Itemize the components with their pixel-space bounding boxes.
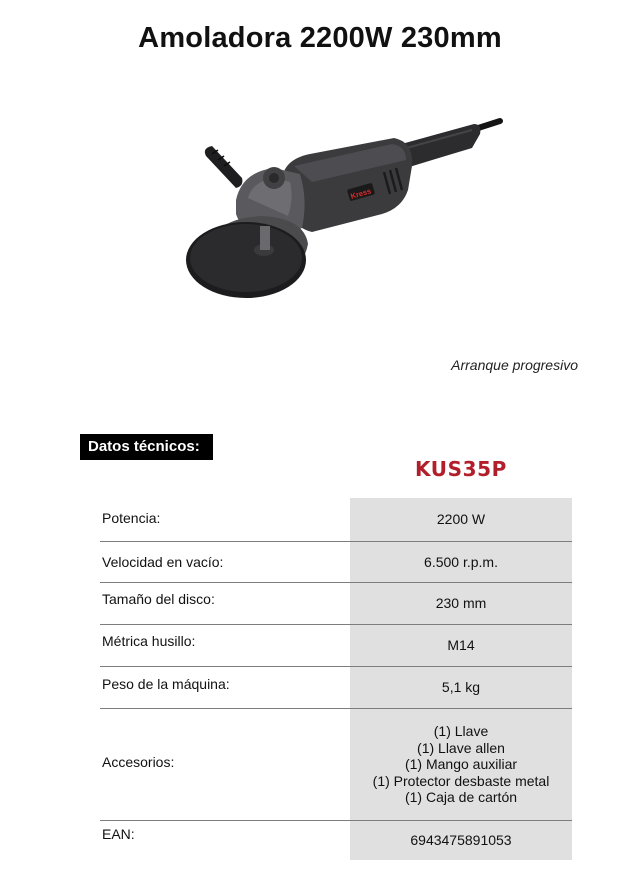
brand-logo: Kress: [349, 186, 373, 201]
spec-row-power: [100, 498, 572, 541]
accessory-item: (1) Protector desbaste metal: [372, 772, 550, 789]
model-code: KUS35P: [415, 457, 507, 481]
spec-value-text: 2200 W: [436, 511, 486, 528]
spec-label: Accesorios:: [102, 754, 175, 770]
spec-row-disc-size: [100, 582, 572, 624]
spec-label: Peso de la máquina:: [102, 676, 230, 692]
angle-grinder-image: [182, 108, 512, 308]
spec-row-weight: [100, 666, 572, 708]
spec-value: [350, 498, 572, 541]
specs-table: [100, 498, 572, 860]
spec-row-ean: [100, 820, 572, 860]
spec-value-text: 6943475891053: [410, 832, 512, 849]
spec-label: Tamaño del disco:: [102, 591, 215, 607]
spec-value: [350, 667, 572, 708]
spec-row-accessories: [100, 708, 572, 820]
spec-value-text: 230 mm: [435, 595, 487, 612]
section-label: Datos técnicos:: [80, 434, 213, 460]
spec-label: Velocidad en vacío:: [102, 554, 224, 570]
spec-label: Potencia:: [102, 510, 161, 526]
spec-row-spindle: [100, 624, 572, 666]
accessory-item: (1) Llave allen: [417, 739, 505, 756]
spec-label: Métrica husillo:: [102, 633, 196, 649]
spec-value-text: M14: [447, 637, 475, 654]
spec-value: [350, 583, 572, 624]
spec-label: EAN:: [102, 826, 135, 842]
page-title: Amoladora 2200W 230mm: [138, 22, 502, 54]
spec-value: [350, 821, 572, 860]
spec-value: [350, 542, 572, 582]
feature-caption: Arranque progresivo: [451, 357, 578, 373]
spec-value-text: 5,1 kg: [441, 679, 481, 696]
accessory-item: (1) Llave: [433, 723, 489, 740]
accessory-item: (1) Caja de cartón: [404, 789, 518, 806]
spec-value-list: [350, 709, 572, 820]
spec-value-text: 6.500 r.p.m.: [424, 553, 498, 570]
accessory-item: (1) Mango auxiliar: [404, 756, 518, 773]
spec-value: [350, 625, 572, 666]
spec-row-speed: [100, 541, 572, 582]
